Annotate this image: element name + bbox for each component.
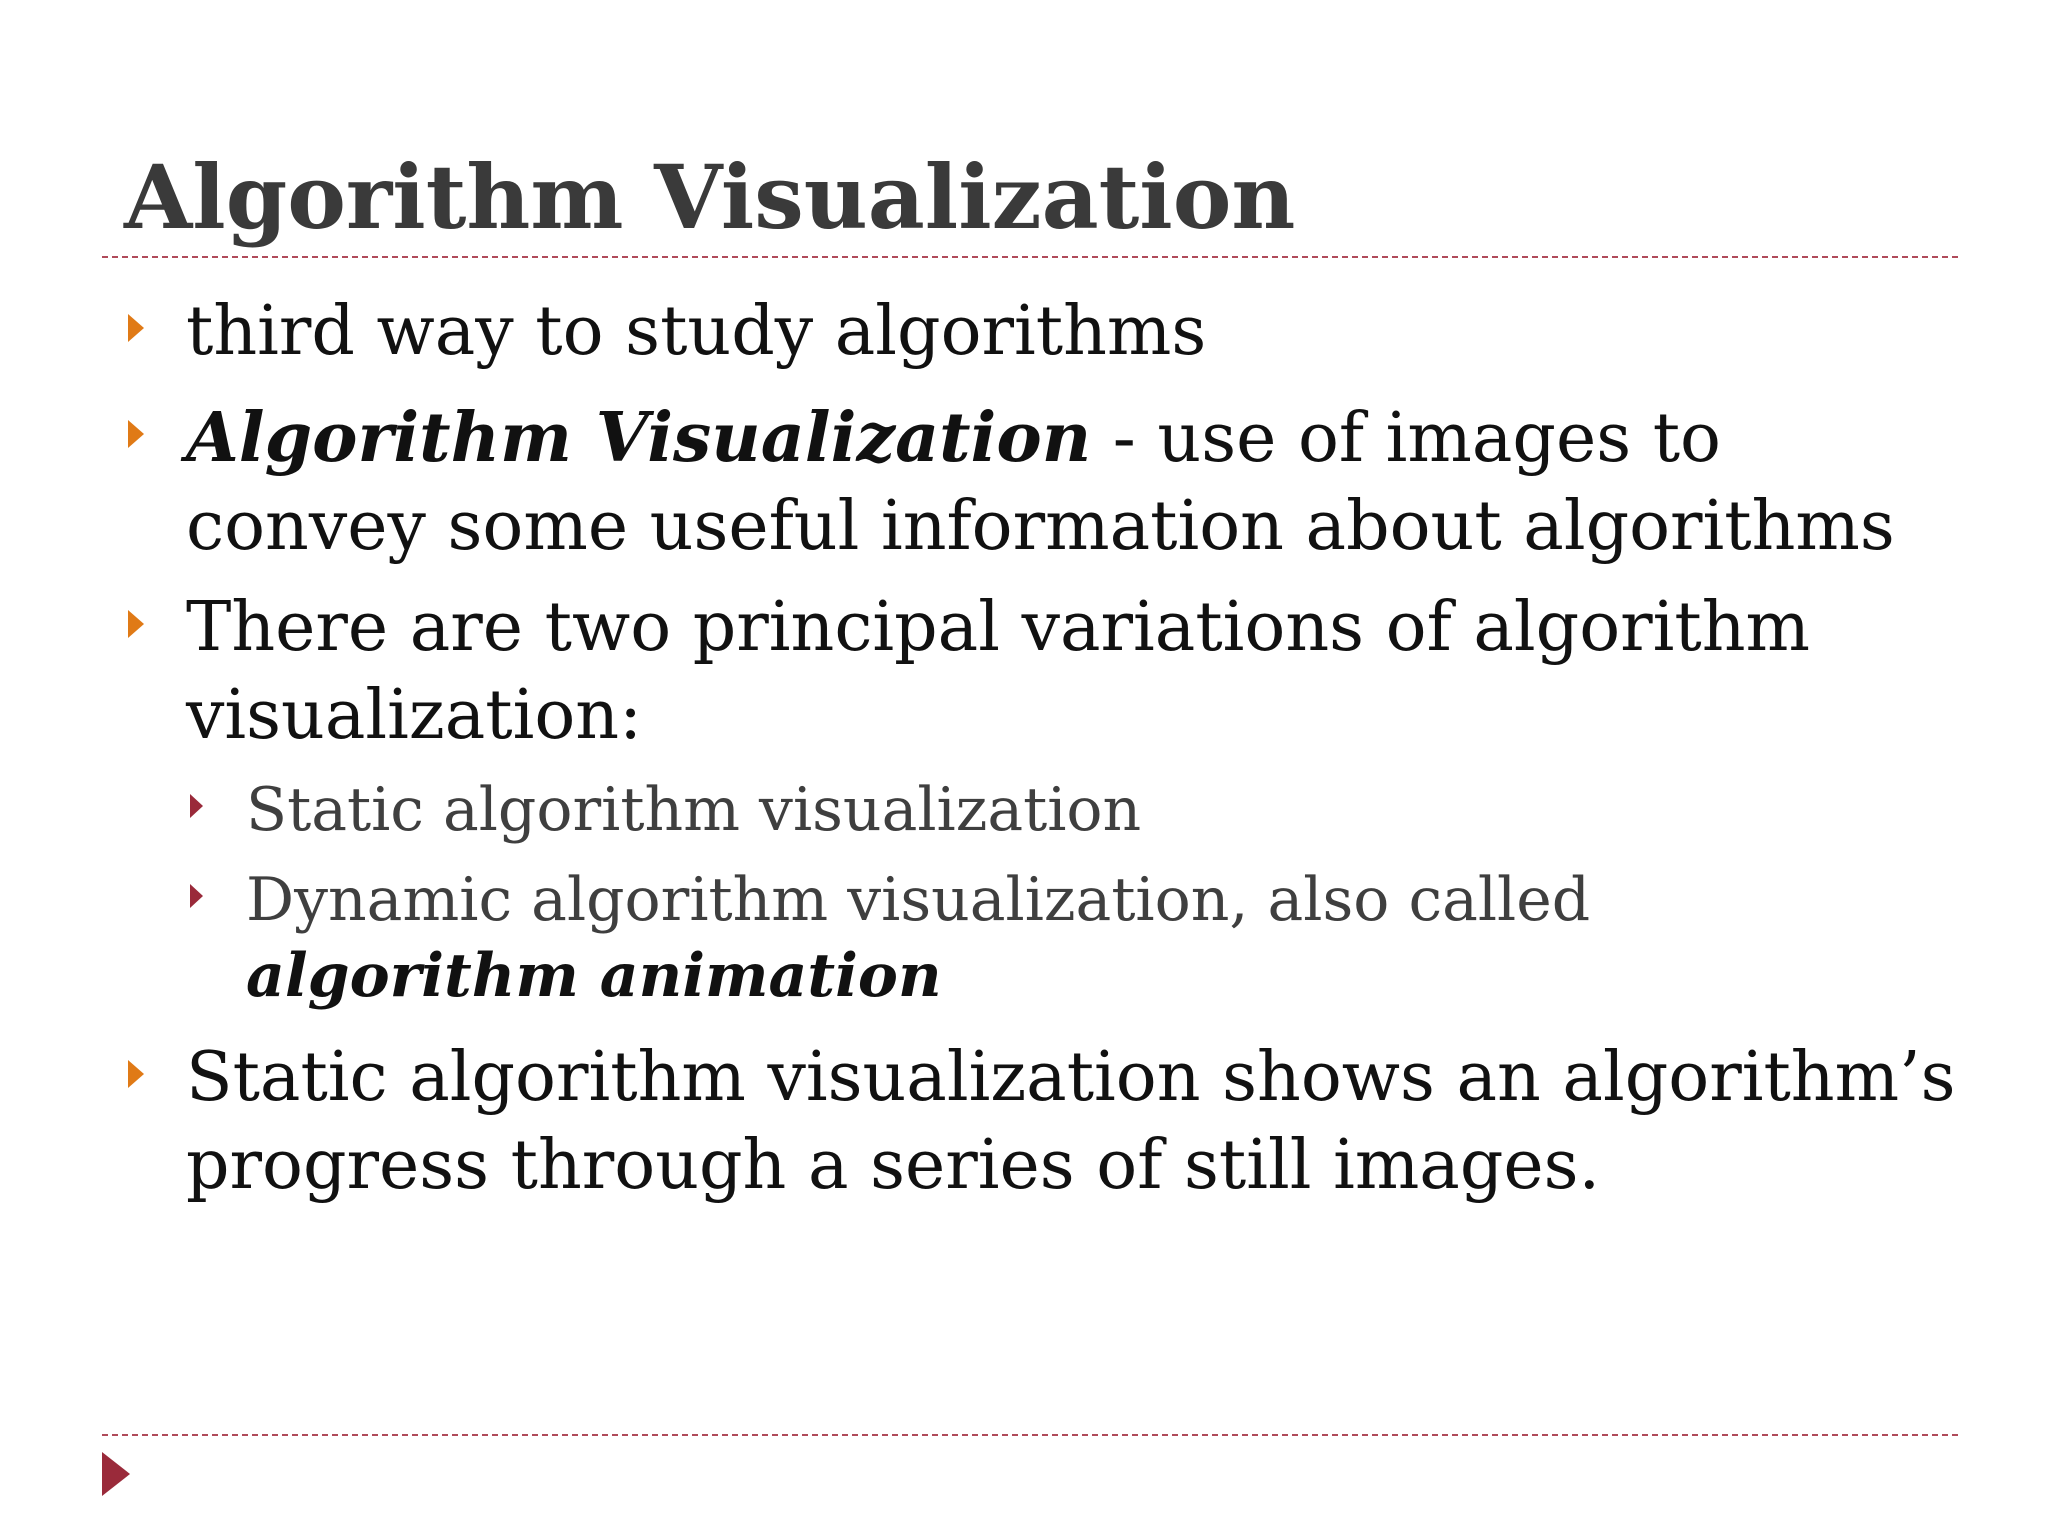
- bullet-item: [186, 1034, 1956, 1210]
- sub-bullet-emphasis: algorithm animation: [246, 941, 942, 1011]
- bullet-emphasis: Algorithm Visualization: [186, 398, 1092, 478]
- bullet-triangle-icon: [128, 610, 144, 638]
- bullet-item: [186, 288, 1956, 376]
- sub-bullet-text: Static algorithm visualization: [246, 775, 1142, 845]
- bullet-triangle-icon: [128, 1060, 144, 1088]
- bullet-text: Static algorithm visualization shows an algorithm’s progress through a series of still images.: [186, 1038, 1956, 1205]
- slide-title: Algorithm Visualization: [124, 145, 1296, 249]
- sub-bullet-item: [246, 862, 1846, 1014]
- title-divider: [102, 256, 1958, 258]
- bullet-item: [186, 394, 1956, 571]
- bullet-text: There are two principal variations of algorithm visualization:: [186, 588, 1810, 755]
- bullet-triangle-icon: [128, 314, 144, 342]
- sub-bullet-triangle-icon: [190, 794, 203, 818]
- bullet-triangle-icon: [128, 420, 144, 448]
- bullet-text: third way to study algorithms: [186, 292, 1207, 371]
- sub-bullet-text: Dynamic algorithm visualization, also called: [246, 865, 1591, 935]
- footer-divider: [102, 1434, 1958, 1436]
- sub-bullet-item: [246, 772, 1846, 848]
- bullet-text: - use of images to convey some useful information about algorithms: [186, 399, 1895, 566]
- next-slide-arrow-icon[interactable]: [102, 1452, 130, 1496]
- bullet-item: [186, 584, 1956, 760]
- sub-bullet-triangle-icon: [190, 884, 203, 908]
